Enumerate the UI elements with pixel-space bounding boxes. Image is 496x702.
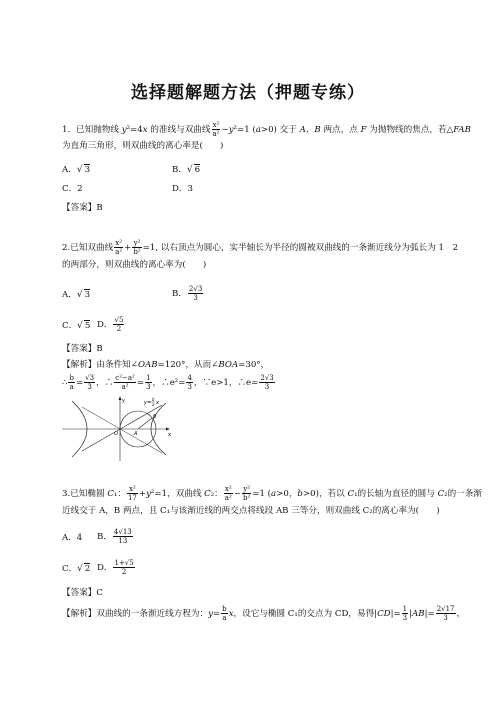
text: ₂： bbox=[210, 489, 223, 499]
denominator: 3 bbox=[402, 614, 408, 622]
q2-option-d bbox=[97, 316, 125, 333]
asymptote-frac-den: a bbox=[152, 402, 155, 407]
radicand: 5 bbox=[84, 321, 91, 331]
option-label: B． bbox=[172, 289, 187, 299]
fraction bbox=[259, 374, 274, 391]
q2-option-a bbox=[62, 289, 90, 301]
fraction bbox=[113, 528, 133, 545]
option-label: D． bbox=[97, 320, 113, 330]
asymptote-label-x: x bbox=[156, 400, 159, 406]
denominator: b² bbox=[133, 248, 141, 256]
option-label: B． bbox=[97, 532, 112, 542]
q2-line2: 的两部分，则双曲线的离心率为( ) bbox=[62, 260, 207, 270]
asymptote-label: y= bbox=[144, 400, 152, 406]
sqrt-sign: √ bbox=[76, 165, 83, 175]
numerator: c²−a² bbox=[115, 374, 135, 382]
text: ，∴ bbox=[96, 378, 114, 388]
text: =1 ( bbox=[252, 489, 272, 499]
asymptote-frac-num: b bbox=[152, 397, 155, 402]
text: 的准线与双曲线 bbox=[147, 125, 211, 135]
text: >0)，若以 bbox=[302, 489, 348, 499]
var: CD bbox=[377, 609, 391, 619]
option-label: A． bbox=[62, 165, 77, 175]
radicand: 6 bbox=[194, 165, 201, 175]
text: ₁： bbox=[113, 489, 126, 499]
q2-explanation-line1 bbox=[62, 359, 269, 371]
fraction bbox=[114, 374, 136, 391]
option-label: B． bbox=[172, 165, 187, 175]
q2-answer: 【答案】B bbox=[62, 344, 103, 354]
var: a bbox=[271, 489, 277, 499]
text: = bbox=[136, 378, 145, 388]
var: A bbox=[299, 125, 306, 135]
var: OAB bbox=[137, 360, 158, 370]
q3-option-b bbox=[97, 528, 134, 545]
text: |= bbox=[390, 609, 401, 619]
denominator: 3 bbox=[264, 383, 270, 391]
var: FAB bbox=[453, 125, 471, 135]
var: y bbox=[146, 489, 151, 499]
sqrt-sign: √ bbox=[76, 290, 83, 300]
asymptote-negative bbox=[82, 407, 162, 453]
q3-line1 bbox=[62, 485, 482, 502]
numerator: 1 bbox=[146, 374, 151, 382]
x-axis-arrow bbox=[166, 428, 170, 431]
numerator: x² bbox=[212, 121, 220, 129]
var: C bbox=[437, 489, 445, 499]
text: >0) 交于 bbox=[260, 125, 300, 135]
radicand: 3 bbox=[84, 165, 91, 175]
text: 【解析】双曲线的一条渐近线方程为： bbox=[62, 609, 209, 619]
q3-option-d bbox=[97, 559, 136, 576]
q3-option-c bbox=[62, 563, 90, 575]
q3-option-a: A．4 bbox=[62, 533, 83, 543]
denominator: 3 bbox=[87, 383, 92, 391]
var: F bbox=[360, 125, 367, 135]
q1-option-b bbox=[172, 164, 200, 176]
sqrt-sign: √ bbox=[77, 321, 83, 331]
denominator: 17 bbox=[127, 494, 137, 502]
denominator: 13 bbox=[118, 537, 128, 545]
q1-line2: 为直角三角形，则双曲线的离心率是( ) bbox=[62, 141, 224, 151]
numerator: 1+√5 bbox=[114, 559, 134, 567]
text: ，∵e>1，∴e= bbox=[193, 378, 259, 388]
fraction bbox=[145, 374, 151, 391]
denominator: a bbox=[69, 383, 74, 391]
var: a bbox=[255, 125, 261, 135]
var: x bbox=[142, 125, 148, 135]
var: C bbox=[107, 489, 114, 499]
q2-option-c bbox=[62, 320, 90, 332]
numerator: √5 bbox=[114, 316, 124, 324]
text: − bbox=[221, 125, 229, 135]
text: =120°，从而∠ bbox=[157, 360, 219, 370]
text: | bbox=[409, 609, 413, 619]
text: 、 bbox=[305, 125, 315, 135]
text: 两点，点 bbox=[320, 125, 361, 135]
fraction bbox=[186, 374, 192, 391]
numerator: 2√3 bbox=[260, 374, 274, 382]
text: >0， bbox=[276, 489, 298, 499]
numerator: x² bbox=[115, 239, 123, 247]
var: y bbox=[121, 125, 127, 135]
denominator: 3 bbox=[443, 614, 448, 622]
text: ₂的一条渐 bbox=[444, 489, 482, 499]
denominator: 3 bbox=[187, 383, 192, 391]
fraction bbox=[84, 374, 95, 391]
numerator: y² bbox=[133, 239, 141, 247]
text: ，∴e²= bbox=[152, 378, 186, 388]
text: ， bbox=[456, 609, 466, 619]
var: C bbox=[347, 489, 355, 499]
q1-answer: 【答案】B bbox=[62, 203, 103, 213]
numerator: x² bbox=[127, 485, 138, 494]
page-title: 选择题解题方法（押题专练） bbox=[131, 83, 365, 103]
sqrt-sign: √ bbox=[77, 564, 83, 574]
option-label: C． bbox=[62, 564, 78, 574]
text: ∴ bbox=[62, 378, 68, 388]
numerator: 1 bbox=[402, 605, 408, 613]
q2-option-b bbox=[172, 285, 204, 302]
q3-explanation bbox=[62, 605, 465, 622]
denominator: a bbox=[222, 614, 227, 622]
text: 2.已知双曲线 bbox=[62, 243, 114, 253]
text: 【解析】由条件知∠ bbox=[62, 360, 138, 370]
q1-option-d: D．3 bbox=[172, 184, 193, 194]
fraction bbox=[402, 605, 408, 622]
sqrt-sign: √ bbox=[186, 165, 193, 175]
numerator: 4√13 bbox=[113, 528, 132, 536]
axis-label-y: y bbox=[122, 398, 125, 404]
var: x bbox=[228, 609, 234, 619]
numerator: y² bbox=[243, 485, 250, 493]
numerator: 2√17 bbox=[436, 605, 455, 613]
text: ，设它与椭圆 C₁的交点为 CD，易得| bbox=[233, 609, 378, 619]
point-a-label: A bbox=[134, 431, 138, 437]
denominator: a² bbox=[121, 383, 129, 391]
denominator: 2 bbox=[116, 325, 122, 333]
fraction bbox=[436, 605, 456, 622]
denominator: a² bbox=[212, 130, 220, 138]
q2-explanation-line2 bbox=[62, 374, 276, 391]
var: y bbox=[208, 609, 213, 619]
numerator: 4 bbox=[187, 374, 192, 382]
fraction bbox=[132, 239, 141, 256]
axis-label-x: x bbox=[168, 432, 171, 438]
denominator: b² bbox=[242, 494, 251, 502]
text: 1．已知抛物线 bbox=[62, 125, 122, 135]
q3-answer: 【答案】C bbox=[62, 588, 103, 598]
text: ₁的长轴为直径的圆与 bbox=[354, 489, 438, 499]
text: − bbox=[233, 489, 241, 499]
denominator: 2 bbox=[121, 568, 127, 576]
var: y bbox=[228, 125, 234, 135]
text: ²=1 ( bbox=[233, 125, 256, 135]
denominator: 3 bbox=[193, 294, 198, 302]
text: = bbox=[75, 378, 84, 388]
origin-label: O bbox=[114, 431, 118, 437]
text: =1, 以右顶点为圆心，实半轴长为半径的圆被双曲线的一条渐近线分为弧长为 1 2 bbox=[142, 243, 459, 253]
fraction bbox=[127, 485, 138, 502]
hyperbola-figure bbox=[62, 395, 174, 463]
numerator: 2√3 bbox=[188, 285, 203, 293]
text: ²=4 bbox=[126, 125, 143, 135]
text: =30°， bbox=[238, 360, 270, 370]
var: BOA bbox=[218, 360, 239, 370]
denominator: a² bbox=[115, 248, 123, 256]
point-b-label: B bbox=[153, 414, 157, 420]
fraction bbox=[221, 605, 227, 622]
text: + bbox=[138, 489, 147, 499]
radicand: 2 bbox=[84, 564, 91, 574]
asymptote-positive bbox=[82, 405, 162, 451]
numerator: x² bbox=[224, 485, 232, 493]
text: 为抛物线的焦点，若△ bbox=[366, 125, 454, 135]
var: C bbox=[204, 489, 211, 499]
text: |= bbox=[424, 609, 435, 619]
var: AB bbox=[412, 609, 425, 619]
var: B bbox=[314, 125, 321, 135]
var: b bbox=[297, 489, 303, 499]
fraction bbox=[224, 485, 233, 502]
segment-ab bbox=[138, 418, 152, 429]
denominator: a² bbox=[224, 494, 232, 502]
fraction bbox=[114, 239, 123, 256]
numerator: b bbox=[69, 374, 74, 382]
fraction bbox=[113, 559, 134, 576]
q3-line2: 近线交于 A，B 两点，且 C₁与该渐近线的两交点将线段 AB 三等分，则双曲线 C₂的离心率为( ) bbox=[62, 506, 440, 516]
text: ²=1，双曲线 bbox=[150, 489, 205, 499]
numerator: b bbox=[222, 605, 227, 613]
fraction bbox=[188, 285, 203, 302]
q1-line1 bbox=[62, 121, 471, 138]
denominator: 3 bbox=[146, 383, 151, 391]
text: 3.已知椭圆 bbox=[62, 489, 108, 499]
q1-option-a bbox=[62, 164, 90, 176]
fraction bbox=[212, 121, 221, 138]
q2-line1: 2.已知双曲线 $\frac{\text{x²}}{\text{a²}}$ + $\frac{\text{y²}}{\text{b²}}$ =1, 以右顶点为圆心，实半轴长为半径的圆被双曲线的一条渐近线分为弧长为 1 2 bbox=[62, 239, 459, 256]
radicand: 3 bbox=[84, 290, 91, 300]
q1-option-c: C．2 bbox=[62, 184, 83, 194]
fraction bbox=[68, 374, 74, 391]
option-label: A． bbox=[62, 290, 77, 300]
fraction bbox=[242, 485, 251, 502]
numerator: √3 bbox=[85, 374, 95, 382]
option-label: C． bbox=[62, 321, 78, 331]
fraction bbox=[113, 316, 124, 333]
text: = bbox=[212, 609, 221, 619]
option-label: D． bbox=[97, 563, 113, 573]
